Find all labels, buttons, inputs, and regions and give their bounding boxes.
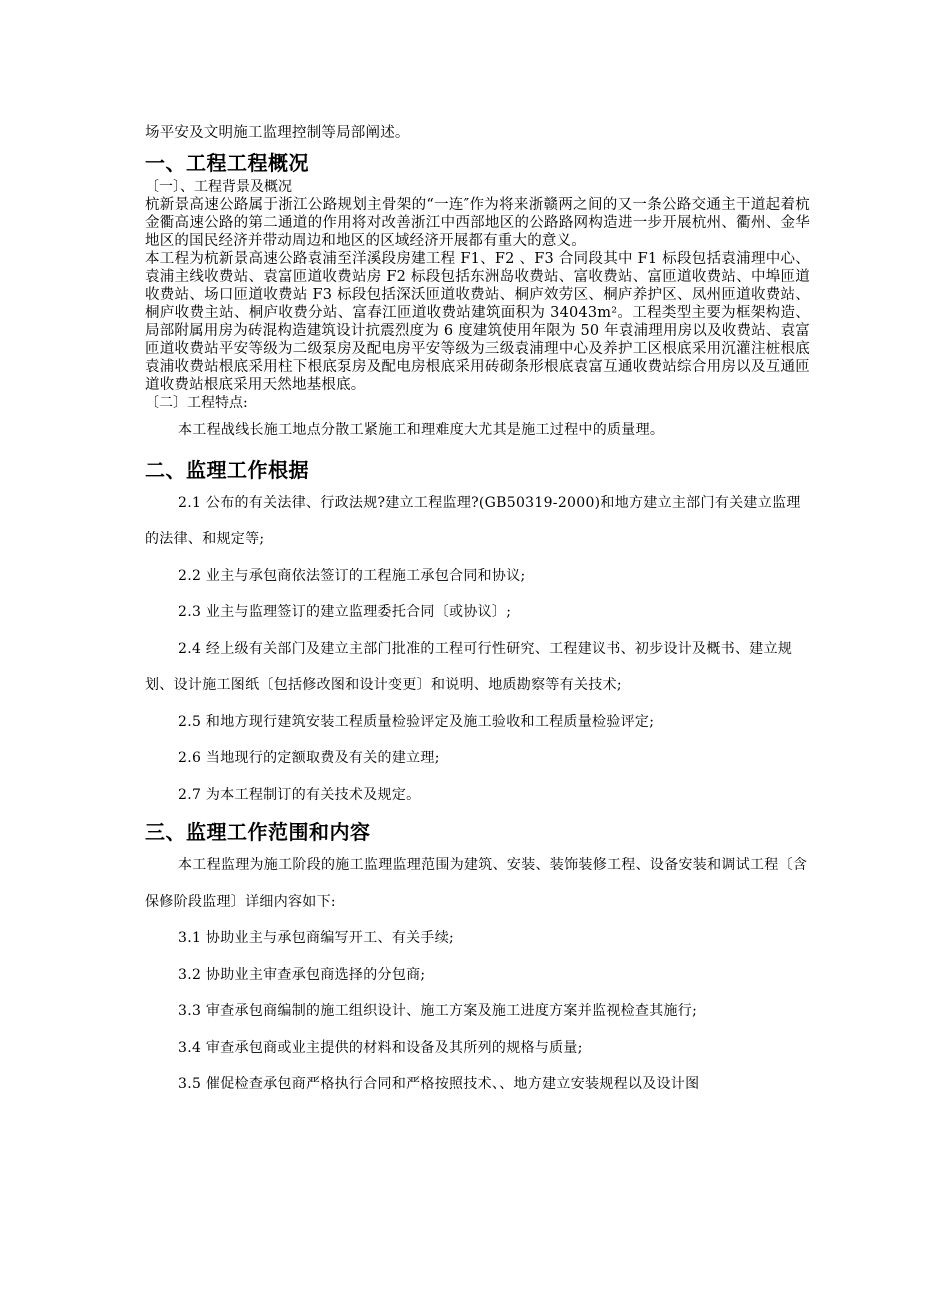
section-3-item: 3.4 审查承包商或业主提供的材料和设备及其所列的规格与质量; bbox=[178, 1039, 583, 1056]
section-3-item: 3.5 催促检查承包商严格执行合同和严格按照技术、、地方建立安装规程以及设计图 bbox=[178, 1076, 700, 1092]
section-1-paragraph-1: 杭新景高速公路属于浙江公路规划主骨架的“一连″作为将来浙赣两之间的又一条公路交通主干道起着杭金衢高速公路的第二通道的作用将对改善浙江中西部地区的公路路网构造进一步开展杭州、衢州、金华地区的国民经济并带动周边和地区的区域经济开展都有重大的意义。 bbox=[145, 197, 810, 249]
section-3-item: 3.1 协助业主与承包商编写开工、有关手续; bbox=[178, 930, 455, 946]
section-1-subheading-1: 〔一〕、工程背景及概况 bbox=[145, 179, 292, 195]
section-3-item: 3.3 审查承包商编制的施工组织设计、施工方案及施工进度方案并监视检查其施行; bbox=[178, 1003, 698, 1019]
section-3-item: 3.2 协助业主审查承包商选择的分包商; bbox=[178, 966, 426, 983]
section-2-item: 2.7 为本工程制订的有关技术及规定。 bbox=[178, 786, 421, 803]
section-1-paragraph-2: 本工程为杭新景高速公路袁浦至洋溪段房建工程 F1、F2 、F3 合同段其中 F1 标段包括袁浦理中心、袁浦主线收费站、袁富匝道收费站房 F2 标段包括东洲岛收费站、富收费站、富匝道收费站、中埠匝道收费站、场口匝道收费站 F3 标段包括深沃匝道收费站、桐庐效劳区、桐庐养护区、凤州匝道收费站、桐庐收费主站、桐庐收费分站、富春江匝道收费站建筑面积为 34043m²。工程类型主要为框架构造、局部附属用房为砖混构造建筑设计抗震烈度为 6 度建筑使用年限为 50 年袁浦理用房以及收费站、袁富匝道收费站平安等级为二级泵房及配电房平安等级为三级袁浦理中心及养护工区根底采用沉灌注桩根底袁浦收费站根底采用柱下根底泵房及配电房根底采用砖砌条形根底袁富互通收费站综合用房以及互通匝道收费站根底采用天然地基根底。 bbox=[145, 251, 810, 393]
section-1-heading: 一、工程工程概况 bbox=[145, 151, 309, 175]
section-1-paragraph-3: 本工程战线长施工地点分散工紧施工和理难度大尤其是施工过程中的质量理。 bbox=[178, 422, 665, 438]
section-3-intro: 本工程监理为施工阶段的施工监理监理范围为建筑、安装、装饰装修工程、设备安装和调试工程〔含保修阶段监理〕详细内容如下: bbox=[145, 857, 808, 910]
section-2-item: 2.5 和地方现行建筑安装工程质量检验评定及施工验收和工程质量检验评定; bbox=[178, 713, 655, 730]
section-2-item: 2.3 业主与监理签订的建立监理委托合同〔或协议〕; bbox=[178, 604, 512, 620]
section-2-item: 2.2 业主与承包商依法签订的工程施工承包合同和协议; bbox=[178, 567, 526, 584]
section-2-heading: 二、监理工作根据 bbox=[145, 457, 309, 482]
section-1-subheading-2: 〔二〕工程特点: bbox=[145, 395, 248, 411]
section-2-item: 2.6 当地现行的定额取费及有关的建立理; bbox=[178, 750, 440, 766]
section-3-heading: 三、监理工作范围和内容 bbox=[145, 820, 371, 844]
lead-line: 场平安及文明施工监理控制等局部阐述。 bbox=[145, 125, 410, 141]
section-2-item: 2.4 经上级有关部门及建立主部门批准的工程可行性研究、工程建议书、初步设计及概书、建立规划、设计施工图纸〔包括修改图和设计变更〕和说明、地质勘察等有关技术; bbox=[145, 640, 793, 693]
section-2-item: 2.1 公布的有关法律、行政法规?建立工程监理?(GB50319-2000)和地方建立主部门有关建立监理的法律、和规定等; bbox=[145, 494, 801, 547]
document-body bbox=[145, 124, 810, 1103]
